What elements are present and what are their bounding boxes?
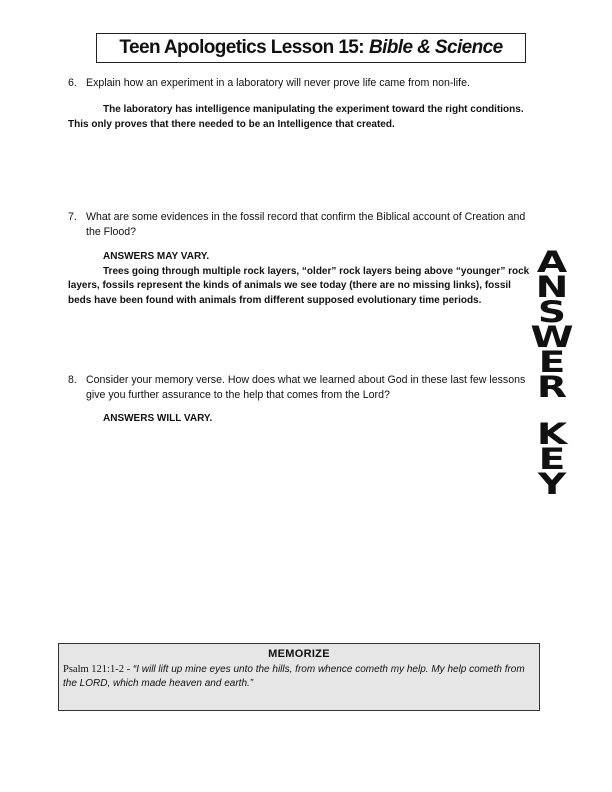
page-title xyxy=(96,33,526,63)
title-text: Teen Apologetics Lesson 15: xyxy=(119,37,364,58)
title-subtitle: Bible & Science xyxy=(369,37,503,58)
answer-heading: ANSWERS WILL VARY. xyxy=(103,413,213,424)
answer-heading: ANSWERS MAY VARY. xyxy=(103,251,210,262)
question-text: Explain how an experiment in a laboratory will never prove life came from non-life. xyxy=(86,77,470,89)
answer-7 xyxy=(68,250,531,308)
answer-key-letter: A xyxy=(536,245,568,279)
question-number: 8. xyxy=(68,374,77,386)
question-8 xyxy=(68,373,538,403)
answer-key-letter: Y xyxy=(537,467,567,501)
answer-text: The laboratory has intelligence manipulating the experiment toward the right conditions. This only proves that there needed to be an Intelligence that created. xyxy=(68,104,524,130)
answer-key-letter: S xyxy=(537,295,567,329)
answer-key-letter: K xyxy=(536,417,568,451)
answer-key-letter: R xyxy=(536,370,568,404)
verse-text: “I will lift up mine eyes unto the hills, from whence cometh my help. My help cometh from the LORD, which made heaven and earth.” xyxy=(63,664,525,689)
question-number: 7. xyxy=(68,211,77,223)
question-6 xyxy=(68,76,538,91)
answer-6 xyxy=(68,103,538,132)
memorize-heading: MEMORIZE xyxy=(268,648,330,660)
question-text: What are some evidences in the fossil record that confirm the Biblical account of Creation and the Flood? xyxy=(86,211,526,238)
answer-key-letter: E xyxy=(538,345,566,379)
answer-key-letter: N xyxy=(535,270,569,304)
answer-key-letter: W xyxy=(530,320,574,354)
answer-key-letter: E xyxy=(538,442,566,476)
answer-text: Trees going through multiple rock layers, “older” rock layers being above “younger” rock layers, fossils represent the kinds of animals we see today (there are no missing links), fossil beds have been found with animals from different supposed evolutionary time periods. xyxy=(68,265,530,306)
question-text: Consider your memory verse. How does what we learned about God in these last few lessons give you further assurance to the help that comes from the Lord? xyxy=(86,374,526,401)
answer-key-label xyxy=(526,245,578,501)
memorize-box xyxy=(58,643,540,711)
question-number: 6. xyxy=(68,77,77,89)
memory-verse xyxy=(59,660,539,691)
verse-reference: Psalm 121:1-2 - xyxy=(63,664,131,675)
answer-8 xyxy=(68,412,538,427)
question-7 xyxy=(68,210,538,240)
